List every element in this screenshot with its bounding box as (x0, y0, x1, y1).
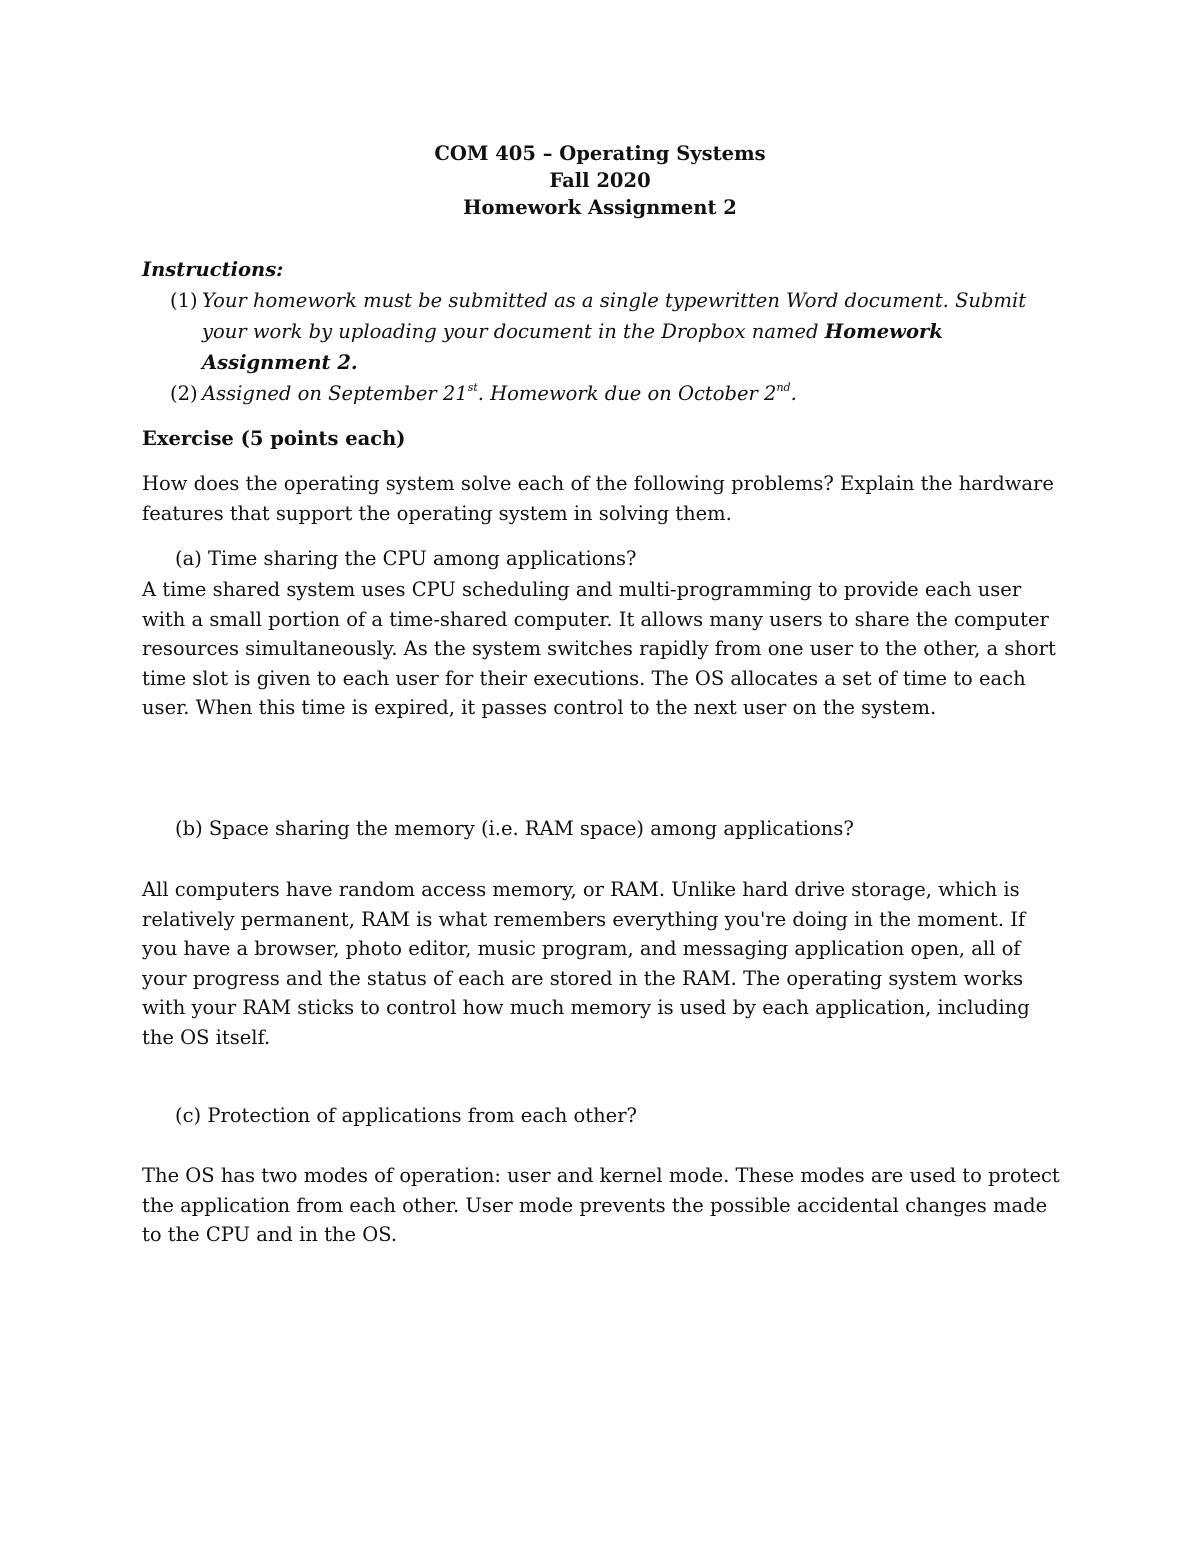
due-date-suffix: nd (776, 380, 791, 394)
instruction-item-1 (142, 285, 1062, 378)
exercise-prompt: How does the operating system solve each of the following problems? Explain the hardware features that support the operating system in solving them. (142, 472, 1054, 525)
dropbox-name: Homework Assignment 2. (202, 320, 943, 374)
due-date-text: . Homework due on October 2 (477, 382, 777, 405)
assigned-date-text: Assigned on September 21 (202, 382, 468, 405)
due-date-end: . (790, 382, 797, 405)
answer-c: The OS has two modes of operation: user and kernel mode. These modes are used to protect the application from each other. User mode prevents the possible accidental changes made to the CPU and in the OS. (142, 1164, 1060, 1246)
instructions-title: Instructions: (142, 258, 284, 281)
question-b: (b) Space sharing the memory (i.e. RAM space) among applications? (175, 817, 854, 840)
instruction-text-1: Your homework must be submitted as a single typewritten Word document. Submit your work by uploading your document in the Dropbox named (202, 289, 1027, 343)
question-a: (a) Time sharing the CPU among applications? (175, 547, 637, 570)
assignment-title: Homework Assignment 2 (463, 196, 737, 219)
question-c: (c) Protection of applications from each other? (175, 1104, 637, 1127)
instruction-number-1: (1) (170, 289, 198, 312)
answer-a: A time shared system uses CPU scheduling and multi-programming to provide each user with a small portion of a time-shared computer. It allows many users to share the computer resources simultaneously. As the system switches rapidly from one user to the other, a short time slot is given to each user for their executions. The OS allocates a set of time to each user. When this time is expired, it passes control to the next user on the system. (142, 578, 1056, 719)
instruction-item-2 (142, 378, 1062, 409)
document-header (0, 140, 1200, 221)
exercise-title: Exercise (5 points each) (142, 427, 406, 450)
instruction-number-2: (2) (170, 382, 198, 405)
term: Fall 2020 (549, 169, 651, 192)
answer-b: All computers have random access memory, or RAM. Unlike hard drive storage, which is relatively permanent, RAM is what remembers everything you're doing in the moment. If you have a browser, photo editor, music program, and messaging application open, all of your progress and the status of each are stored in the RAM. The operating system works with your RAM sticks to control how much memory is used by each application, including the OS itself. (142, 878, 1030, 1049)
course-title: COM 405 – Operating Systems (434, 142, 766, 165)
assigned-date-suffix: st (467, 380, 478, 394)
instructions-section (142, 254, 1062, 409)
